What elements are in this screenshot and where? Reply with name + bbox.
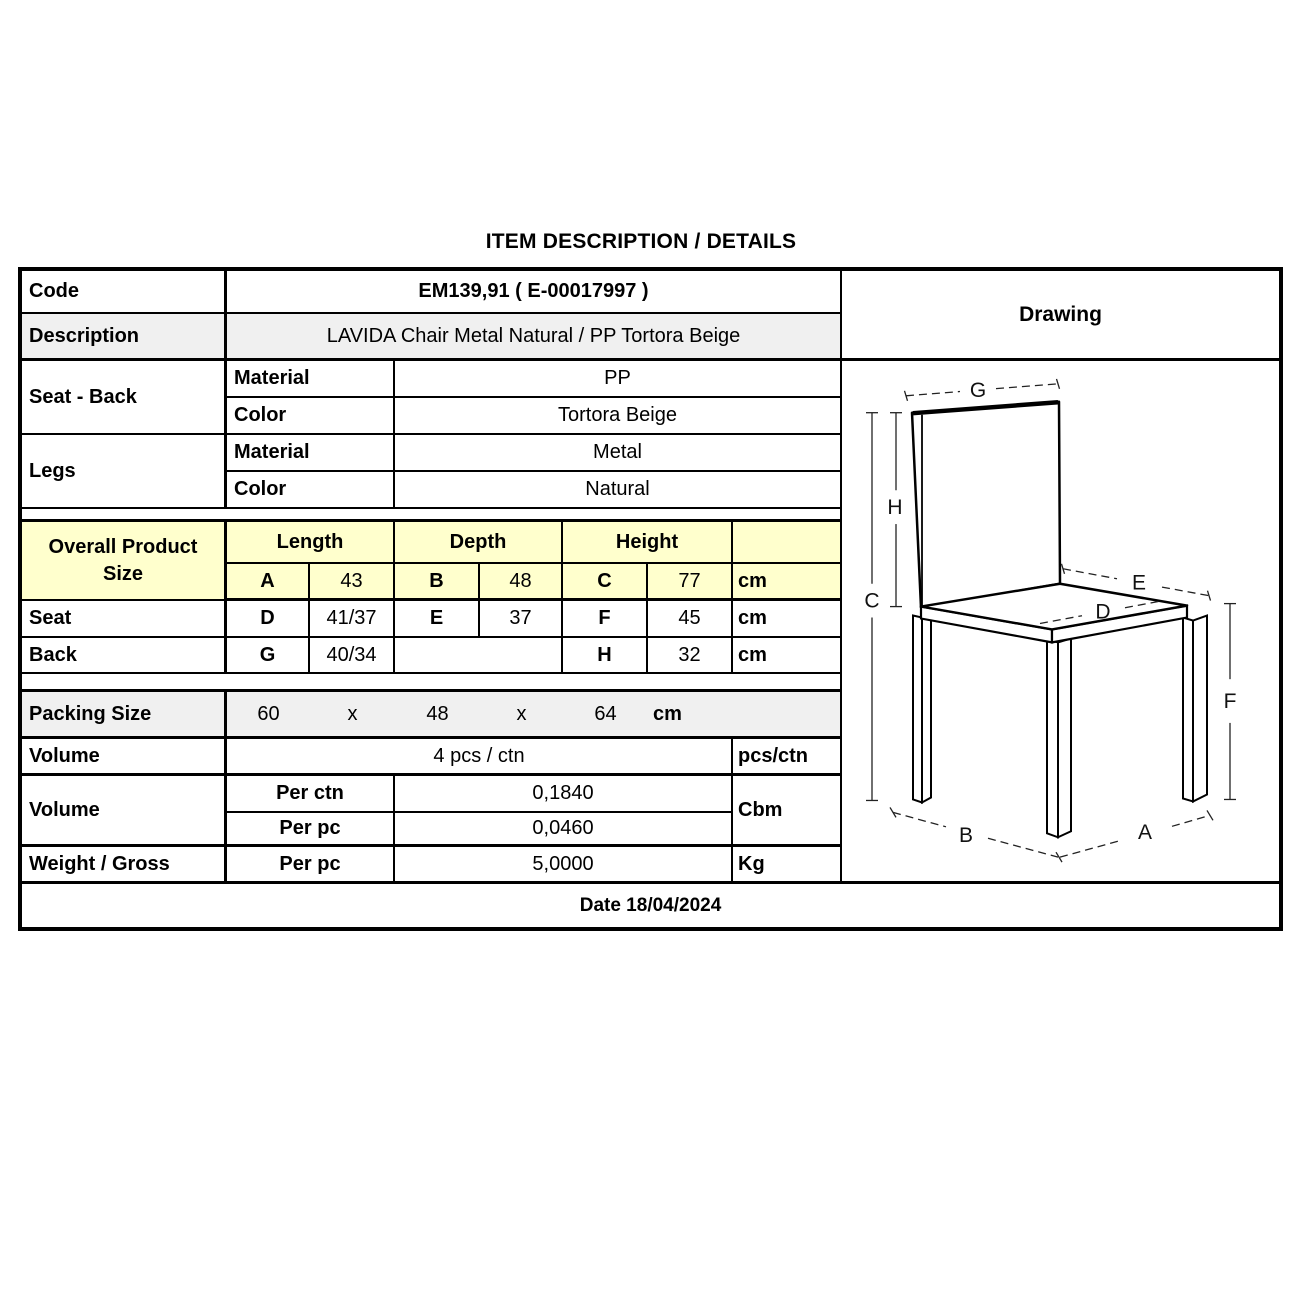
volume-pcs-unit: pcs/ctn [733, 739, 842, 776]
weight-label: Weight / Gross [22, 847, 227, 884]
volume-pcs-value: 4 pcs / ctn [227, 739, 733, 776]
chair-leg-left [913, 616, 931, 803]
seat-d-value: 41/37 [310, 601, 395, 638]
code-label: Code [22, 271, 227, 314]
seat-f-key: F [563, 601, 648, 638]
overall-size-label-line2: Size [102, 562, 144, 585]
packing-v1: 60 [257, 702, 280, 725]
seat-e-value: 37 [480, 601, 563, 638]
per-ctn-value: 0,1840 [395, 776, 733, 813]
packing-v3: 64 [594, 702, 617, 725]
spec-table [18, 267, 1283, 931]
seat-back-label: Seat - Back [22, 361, 227, 435]
overall-b-value: 48 [480, 564, 563, 601]
packing-x1: x [347, 702, 358, 725]
dim-label-c: C [864, 589, 880, 613]
volume-cbm-unit: Cbm [733, 776, 842, 847]
chair-leg-right [1183, 616, 1207, 802]
legs-material-value: Metal [395, 435, 842, 472]
dim-label-a: A [1137, 821, 1153, 845]
chair-drawing [842, 361, 1279, 881]
seat-unit: cm [733, 601, 842, 638]
per-pc-label: Per pc [227, 813, 395, 847]
seat-back-material-label: Material [227, 361, 395, 398]
height-header: Height [563, 522, 733, 564]
overall-b-key: B [395, 564, 480, 601]
packing-x2: x [516, 702, 527, 725]
spacer-row [22, 509, 842, 522]
back-g-key: G [227, 638, 310, 674]
packing-values [227, 692, 842, 739]
volume-cbm-label: Volume [22, 776, 227, 847]
back-unit: cm [733, 638, 842, 674]
dim-label-f: F [1223, 690, 1237, 713]
overall-size-label [22, 522, 227, 601]
description-label: Description [22, 314, 227, 361]
drawing-title: Drawing [842, 271, 1279, 361]
spacer-row [22, 674, 842, 692]
legs-color-value: Natural [395, 472, 842, 509]
code-value: EM139,91 ( E-00017997 ) [227, 271, 842, 314]
dim-label-b: B [958, 824, 974, 848]
seat-row-label: Seat [22, 601, 227, 638]
seat-back-color-value: Tortora Beige [395, 398, 842, 435]
overall-c-key: C [563, 564, 648, 601]
back-h-key: H [563, 638, 648, 674]
back-row-label: Back [22, 638, 227, 674]
overall-a-key: A [227, 564, 310, 601]
length-header: Length [227, 522, 395, 564]
seat-e-key: E [395, 601, 480, 638]
dim-label-d: D [1095, 600, 1111, 624]
chair-backrest [912, 402, 1060, 608]
weight-unit: Kg [733, 847, 842, 884]
legs-color-label: Color [227, 472, 395, 509]
dim-label-h: H [887, 496, 903, 520]
weight-per-pc-label: Per pc [227, 847, 395, 884]
back-h-value: 32 [648, 638, 733, 674]
legs-material-label: Material [227, 435, 395, 472]
overall-c-value: 77 [648, 564, 733, 601]
seat-back-material-value: PP [395, 361, 842, 398]
dim-label-g: G [969, 378, 987, 402]
packing-v2: 48 [426, 702, 449, 725]
back-g-value: 40/34 [310, 638, 395, 674]
description-value: LAVIDA Chair Metal Natural / PP Tortora Beige [227, 314, 842, 361]
size-header-unit-cell [733, 522, 842, 564]
weight-value: 5,0000 [395, 847, 733, 884]
per-pc-value: 0,0460 [395, 813, 733, 847]
packing-label: Packing Size [22, 692, 227, 739]
drawing-area [842, 361, 1279, 884]
seat-back-color-label: Color [227, 398, 395, 435]
volume-pcs-label: Volume [22, 739, 227, 776]
seat-f-value: 45 [648, 601, 733, 638]
seat-d-key: D [227, 601, 310, 638]
page-title: ITEM DESCRIPTION / DETAILS [485, 230, 797, 253]
overall-a-value: 43 [310, 564, 395, 601]
dim-label-e: E [1131, 571, 1147, 595]
legs-label: Legs [22, 435, 227, 509]
overall-size-label-line1: Overall Product [48, 535, 198, 558]
packing-unit: cm [653, 702, 682, 725]
overall-unit: cm [733, 564, 842, 601]
back-empty-cell [395, 638, 563, 674]
date-row: Date 18/04/2024 [579, 894, 722, 916]
depth-header: Depth [395, 522, 563, 564]
chair-leg-front [1047, 638, 1071, 837]
per-ctn-label: Per ctn [227, 776, 395, 813]
